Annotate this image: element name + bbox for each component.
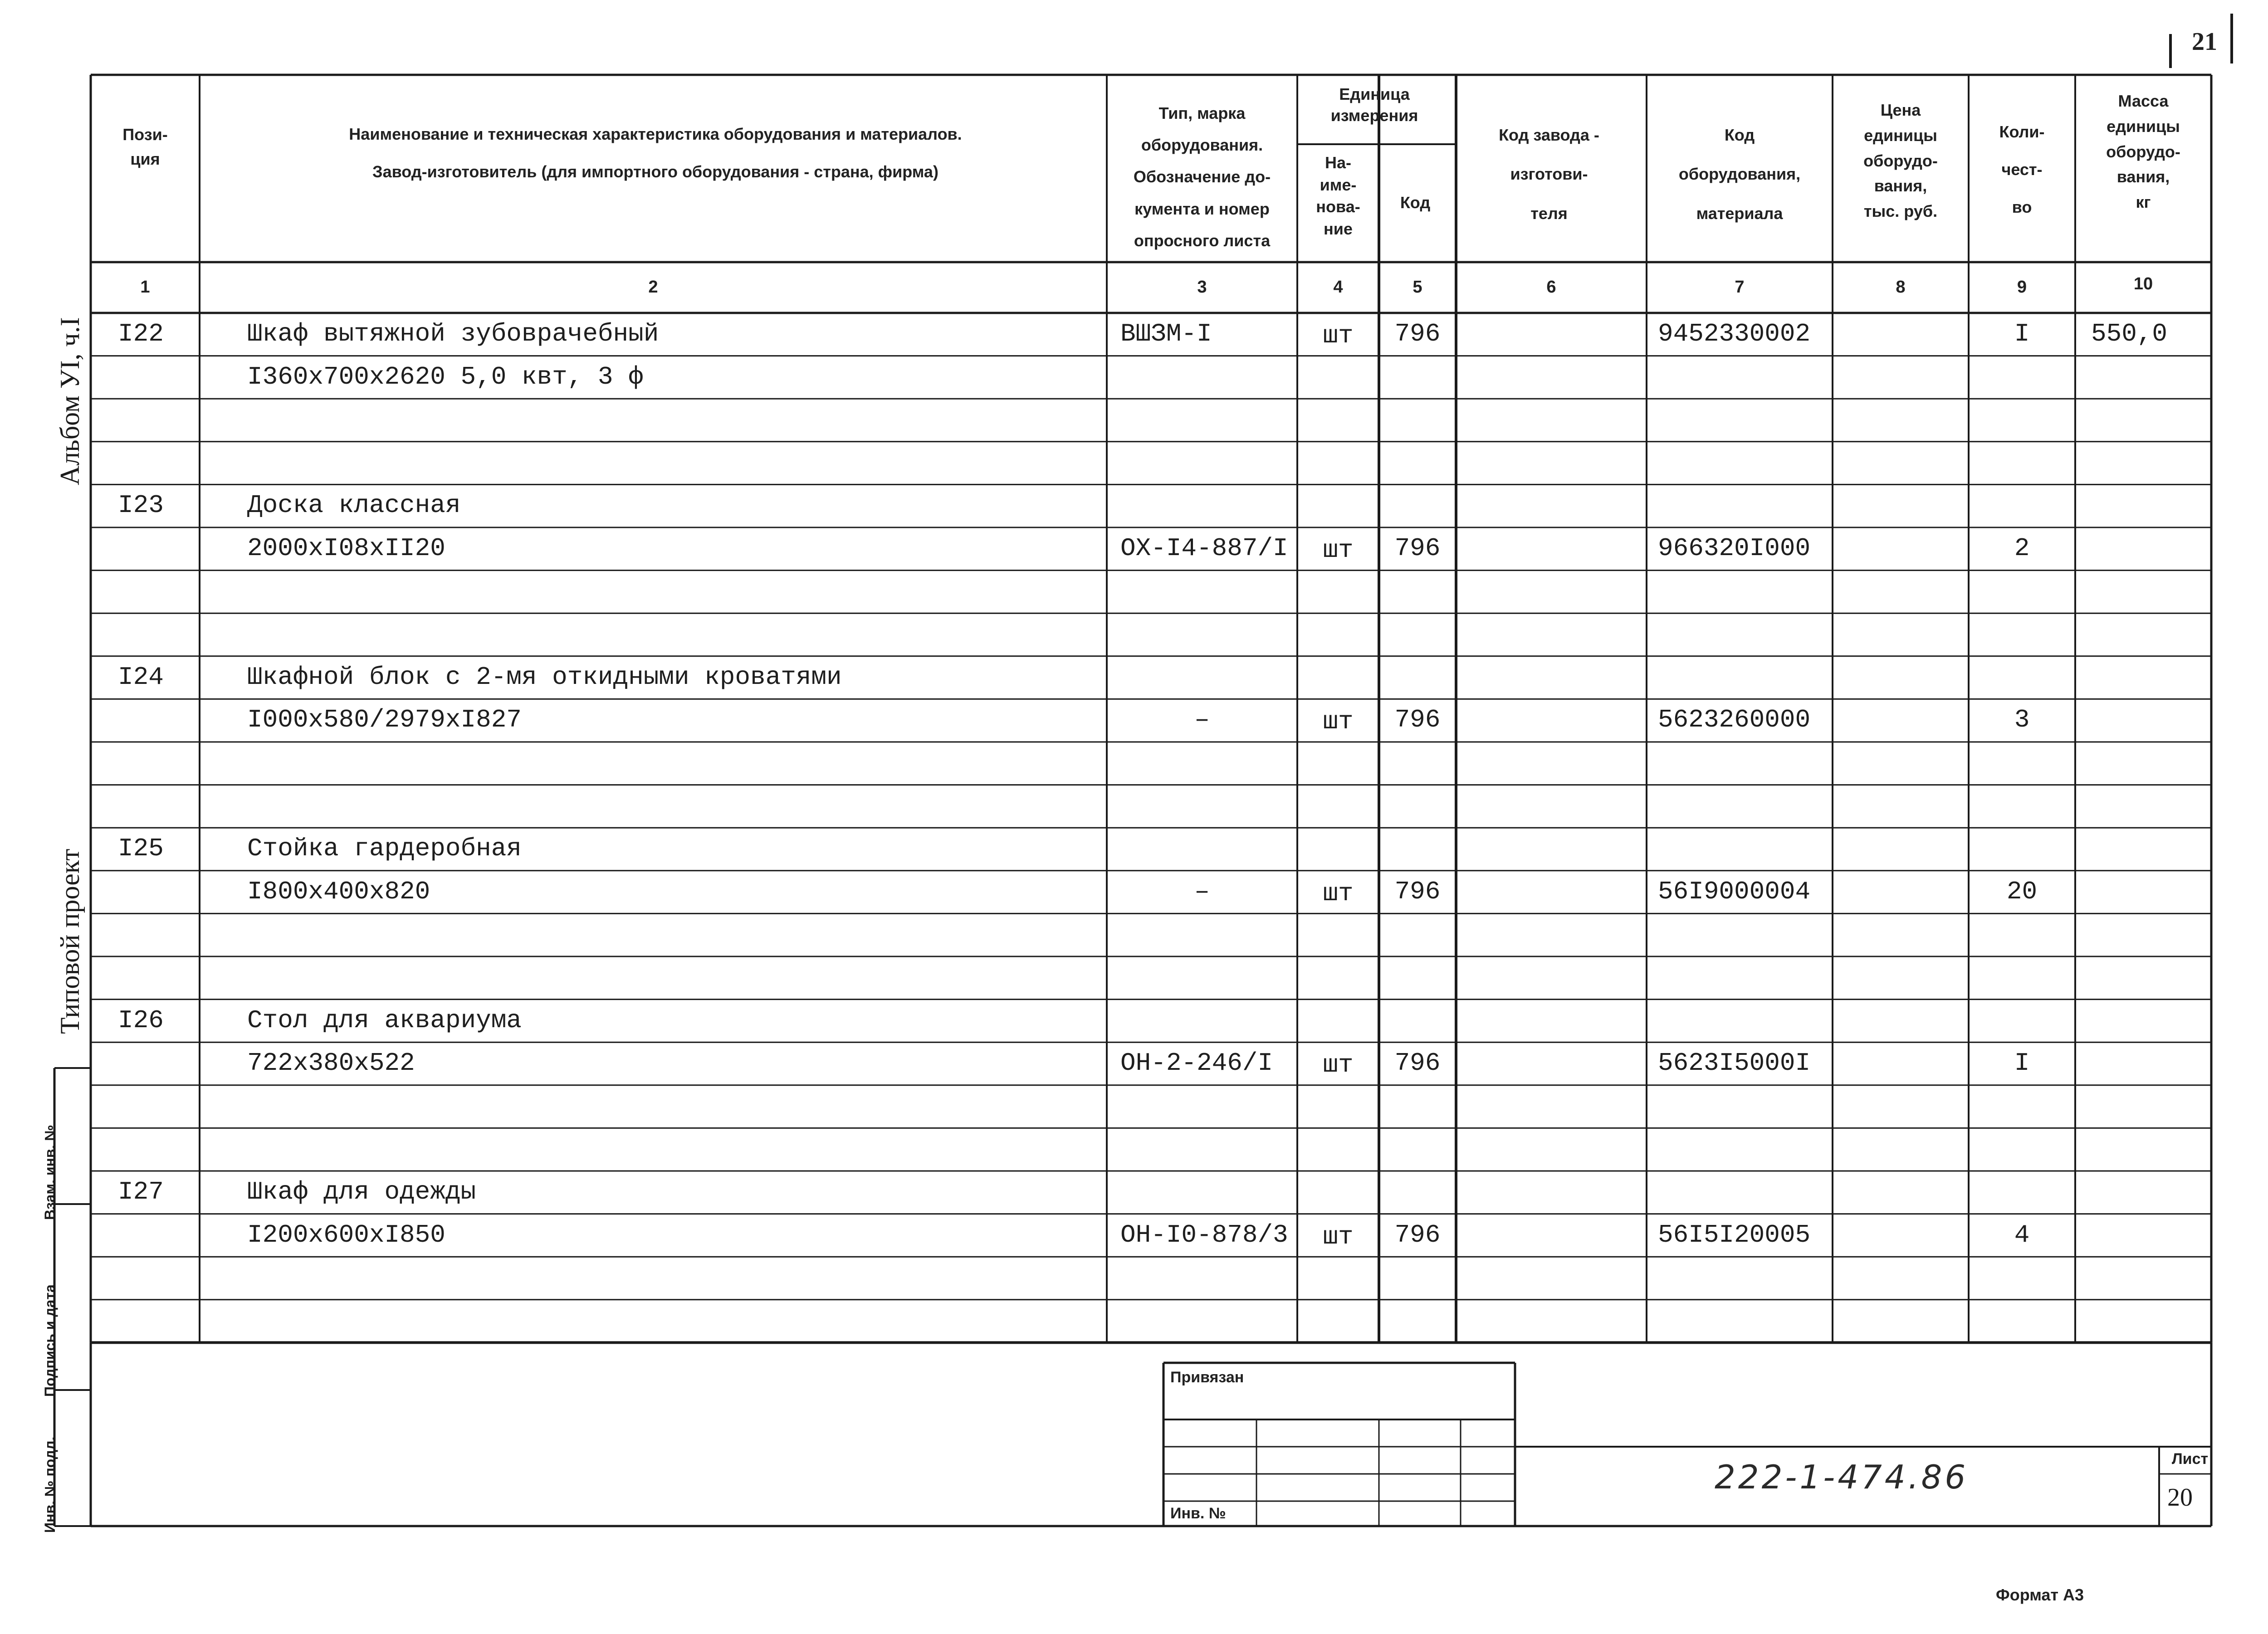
type-cell: ОН-I0-878/3 [1120, 1220, 1288, 1249]
header-equipment-code: Код оборудования, материала [1678, 126, 1801, 223]
colnum-10: 10 [2133, 274, 2153, 293]
position-cell: I22 [118, 319, 164, 348]
header-unit-name: На- име- нова- ние [1316, 153, 1360, 238]
header-position: Пози- ция [122, 125, 168, 168]
quantity-cell: I [2014, 319, 2030, 348]
unit-code-cell: 796 [1394, 319, 1441, 348]
inventory-label: Инв. № [1170, 1505, 1226, 1522]
document-number: 222-1-474.86 [1715, 1458, 1969, 1496]
colnum-9: 9 [2017, 278, 2027, 297]
position-cell: I24 [118, 662, 164, 692]
format-label: Формат А3 [1996, 1585, 2084, 1604]
header-type: Тип, марка оборудования. Обозначение до- кумента и номер опросного листа [1133, 104, 1271, 250]
header-unit-code: Код [1400, 193, 1431, 212]
equipment-code-cell: 5623I5000I [1658, 1049, 1811, 1078]
item-name: Доска классная [247, 491, 461, 520]
stamp-orig-inv-label: Инв. № подл. [42, 1436, 58, 1533]
item-spec: I200x600xI850 [247, 1220, 445, 1249]
colnum-8: 8 [1896, 278, 1906, 297]
type-cell: OX-I4-887/I [1120, 534, 1288, 563]
item-spec: I000x580/2979xI827 [247, 705, 522, 735]
item-name: Стойка гардеробная [247, 834, 522, 863]
quantity-cell: I [2014, 1049, 2030, 1078]
equipment-code-cell: 5623260000 [1658, 705, 1811, 735]
colnum-6: 6 [1546, 278, 1556, 297]
header-factory-code: Код завода - изготови- теля [1499, 126, 1599, 223]
quantity-cell: 2 [2014, 534, 2030, 563]
unit-name-cell: шт [1323, 536, 1354, 565]
unit-name-cell: шт [1323, 1050, 1354, 1080]
header-price: Цена единицы оборудо- вания, тыс. руб. [1863, 101, 1938, 221]
type-cell: – [1194, 705, 1210, 735]
item-name: Шкаф для одежды [247, 1177, 476, 1206]
quantity-cell: 4 [2014, 1220, 2030, 1249]
quantity-cell: 3 [2014, 705, 2030, 735]
position-cell: I23 [118, 491, 164, 520]
unit-code-cell: 796 [1394, 1220, 1441, 1249]
colnum-1: 1 [140, 278, 150, 297]
unit-name-cell: шт [1323, 321, 1354, 350]
unit-code-cell: 796 [1394, 705, 1441, 735]
equipment-code-cell: 56I9000004 [1658, 877, 1811, 906]
unit-name-cell: шт [1323, 707, 1354, 737]
equipment-code-cell: 966320I000 [1658, 534, 1811, 563]
item-spec: 2000xI08xII20 [247, 534, 445, 563]
linked-label: Привязан [1170, 1369, 1244, 1386]
quantity-cell: 20 [2006, 877, 2038, 906]
colnum-4: 4 [1333, 278, 1343, 297]
position-cell: I27 [118, 1177, 164, 1206]
type-cell: ОН-2-246/I [1120, 1049, 1273, 1078]
header-name: Наименование и техническая характеристика оборудования и материалов. Завод-изготовитель (для импортного оборудования - страна, фирма) [349, 125, 962, 181]
position-cell: I25 [118, 834, 164, 863]
mass-cell: 550,0 [2091, 319, 2168, 348]
sheet-label: Лист [2171, 1450, 2209, 1468]
colnum-2: 2 [648, 278, 658, 297]
stamp-signature-date-label: Подпись и дата [42, 1284, 58, 1397]
item-spec: I800x400x820 [247, 877, 430, 906]
type-cell: – [1194, 877, 1210, 906]
equipment-code-cell: 56I5I20005 [1658, 1220, 1811, 1249]
item-name: Шкаф вытяжной зубоврачебный [247, 319, 659, 348]
item-spec: 722x380x522 [247, 1049, 415, 1078]
unit-code-cell: 796 [1394, 534, 1441, 563]
unit-name-cell: шт [1323, 878, 1354, 908]
colnum-5: 5 [1413, 278, 1422, 297]
equipment-code-cell: 9452330002 [1658, 319, 1811, 348]
item-name: Шкафной блок с 2-мя откидными кроватями [247, 662, 842, 692]
position-cell: I26 [118, 1005, 164, 1035]
project-label: Типовой проект [55, 849, 85, 1034]
header-mass: Масса единицы оборудо- вания, кг [2106, 92, 2180, 212]
type-cell: ВШЗМ-I [1120, 319, 1212, 348]
unit-code-cell: 796 [1394, 877, 1441, 906]
sheet-number-top: 21 [2192, 28, 2217, 56]
header-unit-group: Единица измерения [1330, 85, 1418, 125]
item-name: Стол для аквариума [247, 1005, 522, 1035]
album-label: Альбом УI, ч.I [55, 317, 85, 485]
stamp-replace-inv-label: Взам. инв. № [42, 1125, 58, 1220]
unit-code-cell: 796 [1394, 1049, 1441, 1078]
sheet-number: 20 [2167, 1483, 2193, 1512]
colnum-3: 3 [1197, 278, 1207, 297]
item-spec: I360x700x2620 5,0 квт, 3 ф [247, 362, 644, 391]
colnum-7: 7 [1735, 278, 1745, 297]
header-quantity: Коли- чест- во [1999, 122, 2045, 216]
unit-name-cell: шт [1323, 1222, 1354, 1251]
